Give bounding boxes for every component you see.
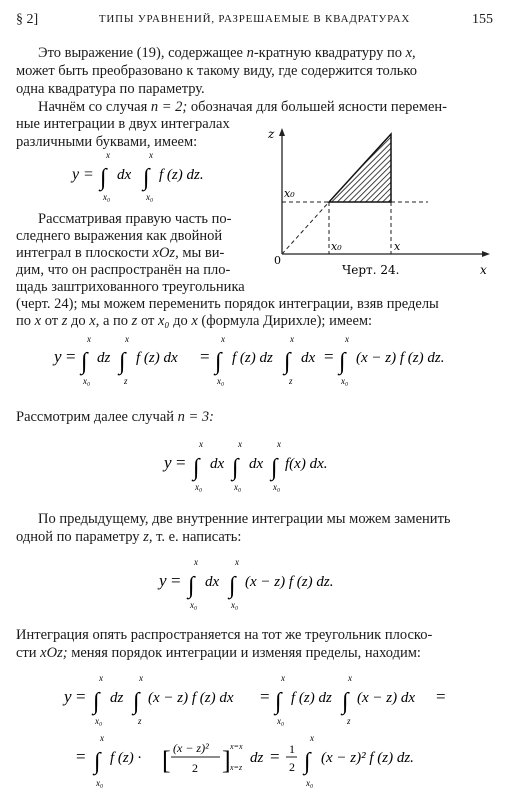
svg-text:x: x [221,334,225,344]
svg-text:x₀: x₀ [306,778,314,788]
svg-text:=: = [324,347,334,366]
svg-text:=: = [66,347,76,366]
svg-text:x: x [290,334,294,344]
paragraph-3-line-6: (черт. 24); мы можем переменить порядок интеграции, взяв пределы [16,296,439,312]
eq6-integral-1: ∫ [94,749,101,775]
svg-text:f (z) ·: f (z) · [110,750,142,766]
paragraph-2-line-3: различными буквами, имеем: [16,134,198,150]
svg-text:x₀: x₀ [190,600,198,610]
svg-text:f (z) dx: f (z) dx [136,350,178,366]
equation-4 [155,556,365,616]
paragraph-3-line-5: щадь заштрихованного треугольника [16,279,245,295]
svg-text:f (z) dz: f (z) dz [291,690,332,706]
paragraph-2-line-2: ные интеграции в двух интегралах [16,116,230,132]
svg-text:(x − z) dx: (x − z) dx [357,690,416,706]
eq3-integral-3: ∫ [271,455,278,481]
figure-24 [262,124,498,288]
svg-text:dx: dx [205,574,220,590]
eq1-integral-1: ∫ [100,165,107,191]
origin-label: 0 [274,254,281,267]
svg-text:x: x [87,334,91,344]
svg-text:y: y [159,571,167,590]
x-axis-label: x [394,240,401,253]
paragraph-3-line-3: интеграл в плоскости xOz, мы ви- [16,245,225,261]
z-axis-arrow [279,128,285,136]
svg-text:x₀: x₀ [273,482,281,492]
eq3-integral-1: ∫ [193,455,200,481]
svg-text:x=x: x=x [230,742,243,751]
svg-text:z: z [138,716,142,726]
eq1-integral-2: ∫ [143,165,150,191]
svg-text:y: y [64,687,72,706]
svg-text:=: = [270,747,280,766]
section-marker: § 2] [16,12,39,27]
eq2-integral-5: ∫ [339,349,346,375]
svg-text:=: = [76,747,86,766]
equation-1 [60,150,250,210]
eq5-integral-4: ∫ [342,689,349,715]
svg-text:x: x [100,733,104,743]
svg-text:x: x [345,334,349,344]
eq1-upper-2: x [149,150,153,160]
running-header [16,12,493,30]
diagonal-dashed [282,202,329,254]
x-label: x [480,263,487,277]
svg-text:y: y [54,347,62,366]
svg-text:x: x [194,557,198,567]
right-bracket: ] [222,746,231,775]
svg-text:x: x [348,673,352,683]
z-label: z [268,127,275,141]
svg-text:=: = [200,347,210,366]
page-number: 155 [472,12,493,27]
svg-text:dx: dx [210,456,225,472]
svg-text:=: = [76,687,86,706]
figure-caption: Черт. 24. [342,263,400,277]
svg-text:x₀: x₀ [277,716,285,726]
svg-text:y: y [164,453,172,472]
eq1-y: y [72,166,80,183]
svg-text:dz: dz [97,350,111,366]
eq1-lower-1: x₀ [103,192,111,202]
svg-text:dx: dx [249,456,264,472]
eq2-integral-2: ∫ [119,349,126,375]
svg-text:=: = [260,687,270,706]
eq1-equals: = [84,166,94,183]
paragraph-3-line-4: дим, что он распространён на пло- [16,262,231,278]
svg-text:x: x [199,439,203,449]
paragraph-3-line-2: следнего выражения как двойной [16,228,223,244]
paragraph-2-line-1: Начнём со случая n = 2; обозначая для большей ясности перемен- [38,99,448,115]
svg-text:dx: dx [301,350,316,366]
eq5-integral-3: ∫ [275,689,282,715]
hatched-triangle [329,134,391,202]
svg-text:1: 1 [289,742,295,756]
svg-text:x: x [235,557,239,567]
paragraph-1-line-3: одна квадратура по параметру. [16,81,205,97]
eq1-dx: dx [117,167,132,183]
x0-side-label: x₀ [284,187,295,200]
equation-6 [70,732,470,796]
svg-text:(x − z) f (z) dz.: (x − z) f (z) dz. [356,350,445,366]
svg-text:x₀: x₀ [231,600,239,610]
svg-text:x₀: x₀ [341,376,349,386]
eq2-integral-3: ∫ [215,349,222,375]
eq1-integrand: f (z) dz. [159,167,204,183]
svg-text:f(x) dx.: f(x) dx. [285,456,328,472]
paragraph-6-line-1: Интеграция опять распространяется на тот же треугольник плоско- [16,627,433,643]
svg-text:x=z: x=z [230,763,243,772]
svg-text:x: x [139,673,143,683]
svg-text:f (z) dz: f (z) dz [232,350,273,366]
eq6-integral-2: ∫ [304,749,311,775]
paragraph-6-line-2: сти xOz; меняя порядок интеграции и изменяя пределы, находим: [16,645,421,661]
paragraph-3-line-1: Рассматривая правую часть по- [38,211,232,227]
svg-text:(x − z)² f (z) dz.: (x − z)² f (z) dz. [321,750,414,766]
x0-axis-label: x₀ [331,240,342,253]
svg-text:x₀: x₀ [96,778,104,788]
eq1-lower-2: x₀ [146,192,154,202]
svg-text:=: = [171,571,181,590]
eq2-integral-4: ∫ [284,349,291,375]
chapter-title: ТИПЫ УРАВНЕНИЙ, РАЗРЕШАЕМЫЕ В КВАДРАТУРАХ [98,13,411,25]
eq4-integral-1: ∫ [188,573,195,599]
svg-text:x₀: x₀ [234,482,242,492]
eq4-integral-2: ∫ [229,573,236,599]
eq3-integral-2: ∫ [232,455,239,481]
svg-text:x: x [125,334,129,344]
svg-text:(x − z) f (z) dx: (x − z) f (z) dx [148,690,234,706]
x-axis-arrow [482,251,490,257]
svg-text:x: x [310,733,314,743]
paragraph-5-line-2: одной по параметру z, т. е. написать: [16,529,242,545]
svg-text:dz: dz [250,750,264,766]
svg-text:(x − z) f (z) dz.: (x − z) f (z) dz. [245,574,334,590]
equation-2 [50,334,470,394]
svg-text:x: x [238,439,242,449]
paragraph-1-line-1: Это выражение (19), содержащее n-кратную квадратуру по x, [38,45,416,61]
svg-text:x₀: x₀ [95,716,103,726]
equation-5 [60,672,460,732]
svg-text:z: z [347,716,351,726]
svg-text:x: x [99,673,103,683]
eq2-integral-1: ∫ [81,349,88,375]
svg-text:2: 2 [192,761,198,775]
svg-text:x₀: x₀ [83,376,91,386]
paragraph-3-line-7: по x от z до x, а по z от x₀ до x (формула Дирихле); имеем: [16,313,373,329]
eq5-integral-2: ∫ [133,689,140,715]
svg-text:(x − z)²: (x − z)² [173,741,209,755]
paragraph-1-line-2: может быть преобразовано к такому виду, где содержится только [16,63,417,79]
svg-text:dz: dz [110,690,124,706]
paragraph-4: Рассмотрим далее случай n = 3: [16,409,215,425]
equation-3 [160,438,360,498]
svg-text:=: = [176,453,186,472]
svg-text:=: = [436,687,446,706]
left-bracket: [ [162,746,171,775]
eq1-upper-1: x [106,150,110,160]
svg-text:x: x [277,439,281,449]
svg-text:z: z [289,376,293,386]
svg-text:x₀: x₀ [217,376,225,386]
eq5-integral-1: ∫ [93,689,100,715]
svg-text:2: 2 [289,760,295,774]
svg-text:z: z [124,376,128,386]
svg-text:x: x [281,673,285,683]
svg-text:x₀: x₀ [195,482,203,492]
paragraph-5-line-1: По предыдущему, две внутренние интеграции мы можем заменить [38,511,451,527]
